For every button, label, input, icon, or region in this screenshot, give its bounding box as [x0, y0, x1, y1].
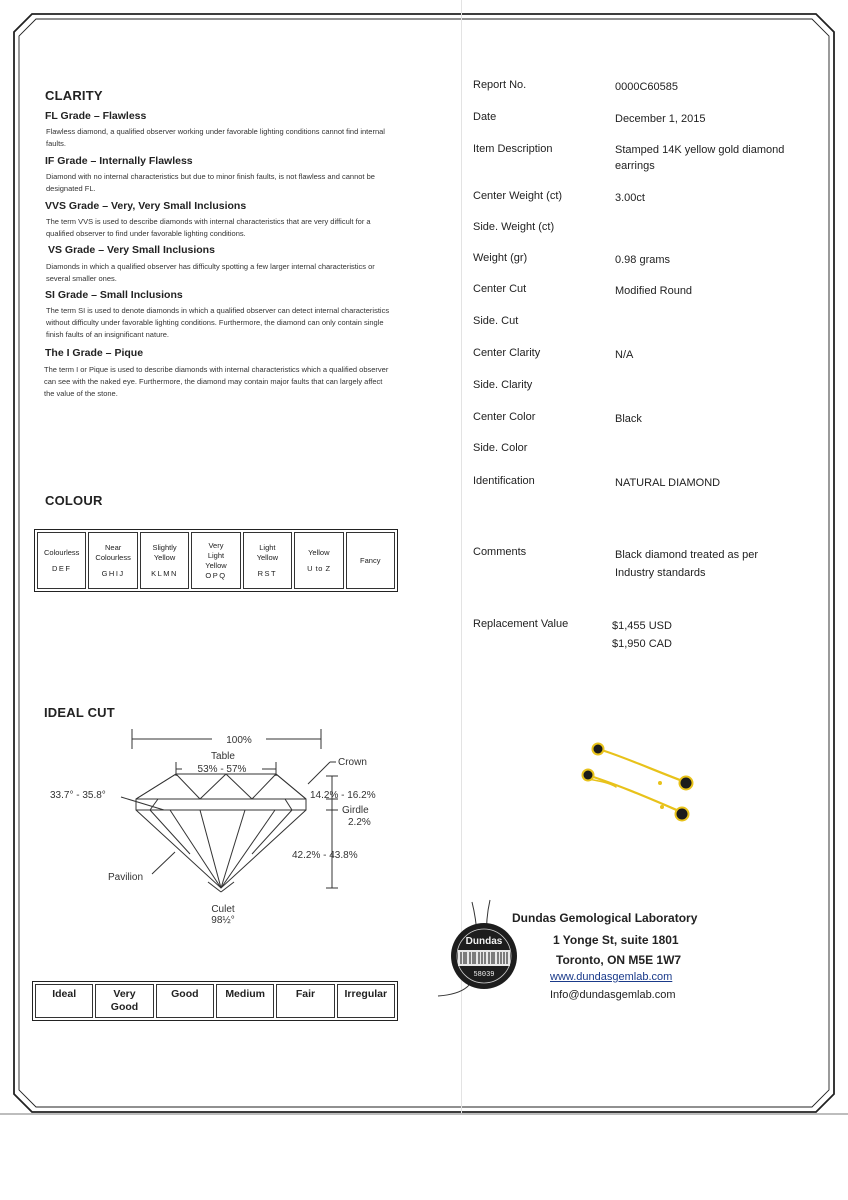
comments-value: Black diamond treated as per Industry standards: [615, 549, 759, 579]
pavilion-label: Pavilion: [108, 872, 144, 883]
clarity-grade-title: VS Grade – Very Small Inclusions: [48, 244, 215, 256]
lab-address-line1: 1 Yonge St, suite 1801: [553, 933, 679, 947]
table-label: Table: [211, 751, 235, 762]
clarity-grade-desc: The term I or Pique is used to describe diamonds with internal characteristics which a qualified observer can see with the naked eye. Furthermore, the diamond may contain major faults that can largely affect the value of the stone.: [44, 365, 389, 398]
colour-cell: [191, 532, 240, 589]
table-range-label: 53% - 57%: [197, 764, 247, 775]
colour-cell-label: Slightly Yellow: [152, 542, 177, 562]
field-label: Item Description: [473, 143, 553, 155]
colour-cell: [294, 532, 343, 589]
colour-cell-code: U to Z: [307, 563, 331, 573]
center-cut-value: Modified Round: [615, 285, 693, 297]
field-label: Weight (gr): [473, 252, 528, 264]
field-label: Side. Color: [473, 442, 528, 454]
colour-cell: [346, 532, 395, 589]
colour-cell-code: DEF: [51, 563, 72, 573]
colour-cell: [37, 532, 86, 589]
colour-cell-code: GHIJ: [101, 568, 125, 578]
field-label: Side. Cut: [473, 315, 519, 327]
clarity-grade-desc: Diamond with no internal characteristics but due to minor finish faults, is not flawless and cannot be designated FL.: [46, 172, 375, 193]
colour-cell: [243, 532, 292, 589]
identification-value: NATURAL DIAMOND: [615, 477, 721, 489]
colour-cell-label: Near Colourless: [95, 542, 131, 562]
weight-value: 0.98 grams: [615, 254, 671, 266]
lab-address-line2: Toronto, ON M5E 1W7: [556, 953, 682, 967]
field-label: Date: [473, 111, 497, 123]
colour-cell: [140, 532, 189, 589]
page-edge: [0, 1113, 848, 1115]
cut-grade-cell: Fair: [276, 984, 334, 1018]
clarity-grade-title: FL Grade – Flawless: [45, 110, 147, 122]
seal-number: 58039: [473, 971, 495, 979]
field-label: Center Weight (ct): [473, 190, 563, 202]
seal-name: Dundas: [465, 936, 503, 947]
clarity-grade-title: SI Grade – Small Inclusions: [45, 289, 183, 301]
colour-cell: [88, 532, 137, 589]
colour-cell-label: Colourless: [43, 547, 80, 557]
field-label: Center Color: [473, 411, 536, 423]
colour-cell-code: KLMN: [151, 568, 178, 578]
cut-grade-table: [32, 981, 398, 1021]
crown-height-label: 14.2% - 16.2%: [310, 790, 376, 801]
ideal-cut-heading: IDEAL CUT: [44, 705, 115, 720]
cut-grade-cell: Ideal: [35, 984, 93, 1018]
clarity-grade-title: VVS Grade – Very, Very Small Inclusions: [45, 200, 247, 212]
clarity-grade-title: IF Grade – Internally Flawless: [45, 155, 193, 167]
colour-cell-label: Light Yellow: [256, 542, 279, 562]
field-label: Replacement Value: [473, 618, 569, 630]
colour-cell-label: Yellow: [308, 547, 330, 557]
culet-label: Culet: [211, 904, 235, 915]
item-description-value: Stamped 14K yellow gold diamond earrings: [615, 144, 785, 172]
colour-cell-code: RST: [257, 568, 278, 578]
clarity-grade-title: The I Grade – Pique: [45, 347, 144, 359]
center-color-value: Black: [615, 413, 642, 425]
lab-website-link[interactable]: www.dundasgemlab.com: [550, 971, 673, 983]
diamond-proportions-diagram: [40, 724, 400, 934]
clarity-heading: CLARITY: [45, 88, 103, 103]
girdle-label: Girdle: [342, 805, 369, 816]
field-label: Center Cut: [473, 283, 527, 295]
crown-angle-label: 33.7° - 35.8°: [50, 790, 106, 801]
field-label: Side. Weight (ct): [473, 221, 555, 233]
clarity-grade-desc: Flawless diamond, a qualified observer working under favorable lighting conditions cannot find internal faults.: [46, 127, 385, 148]
colour-heading: COLOUR: [45, 493, 103, 508]
girdle-value-label: 2.2%: [348, 817, 371, 828]
clarity-grade-desc: The term SI is used to denote diamonds in which a qualified observer can detect internal characteristics without difficulty under favorable lighting conditions. Furthermore, the diamond can only contain single finish faults of an insignificant nature.: [46, 306, 390, 339]
crown-label: Crown: [338, 757, 367, 768]
colour-cell-label: Very Light Yellow: [205, 540, 227, 570]
lab-email: Info@dundasgemlab.com: [550, 989, 676, 1001]
colour-scale-table: [34, 529, 398, 592]
date-value: December 1, 2015: [615, 113, 706, 125]
cut-grade-cell: Good: [156, 984, 214, 1018]
pavilion-depth-label: 42.2% - 43.8%: [292, 850, 358, 861]
field-label: Side. Clarity: [473, 379, 533, 391]
cut-grade-cell: Medium: [216, 984, 274, 1018]
center-weight-value: 3.00ct: [615, 192, 645, 204]
total-width-label: 100%: [226, 735, 252, 746]
lab-name: Dundas Gemological Laboratory: [512, 911, 698, 925]
cut-grade-cell: Very Good: [95, 984, 153, 1018]
clarity-grade-desc: Diamonds in which a qualified observer has difficulty spotting a few larger internal characteristics or several smaller ones.: [46, 262, 375, 283]
clarity-grade-desc: The term VVS is used to describe diamonds with internal characteristics that are very difficult for a qualified observer to find under favorable lighting conditions.: [46, 217, 371, 238]
field-label: Comments: [473, 546, 527, 558]
earrings-photo: [570, 735, 710, 835]
replacement-value-cad: $1,950 CAD: [612, 638, 672, 650]
replacement-value-usd: $1,455 USD: [612, 620, 672, 632]
cut-grade-cell: Irregular: [337, 984, 395, 1018]
colour-cell-label: Fancy: [360, 555, 381, 565]
culet-value-label: 98½°: [211, 915, 235, 926]
field-label: Center Clarity: [473, 347, 541, 359]
field-label: Report No.: [473, 79, 527, 91]
field-label: Identification: [473, 475, 535, 487]
colour-cell-code: OPQ: [205, 570, 227, 580]
report-number-value: 0000C60585: [615, 81, 679, 93]
center-clarity-value: N/A: [615, 349, 634, 361]
